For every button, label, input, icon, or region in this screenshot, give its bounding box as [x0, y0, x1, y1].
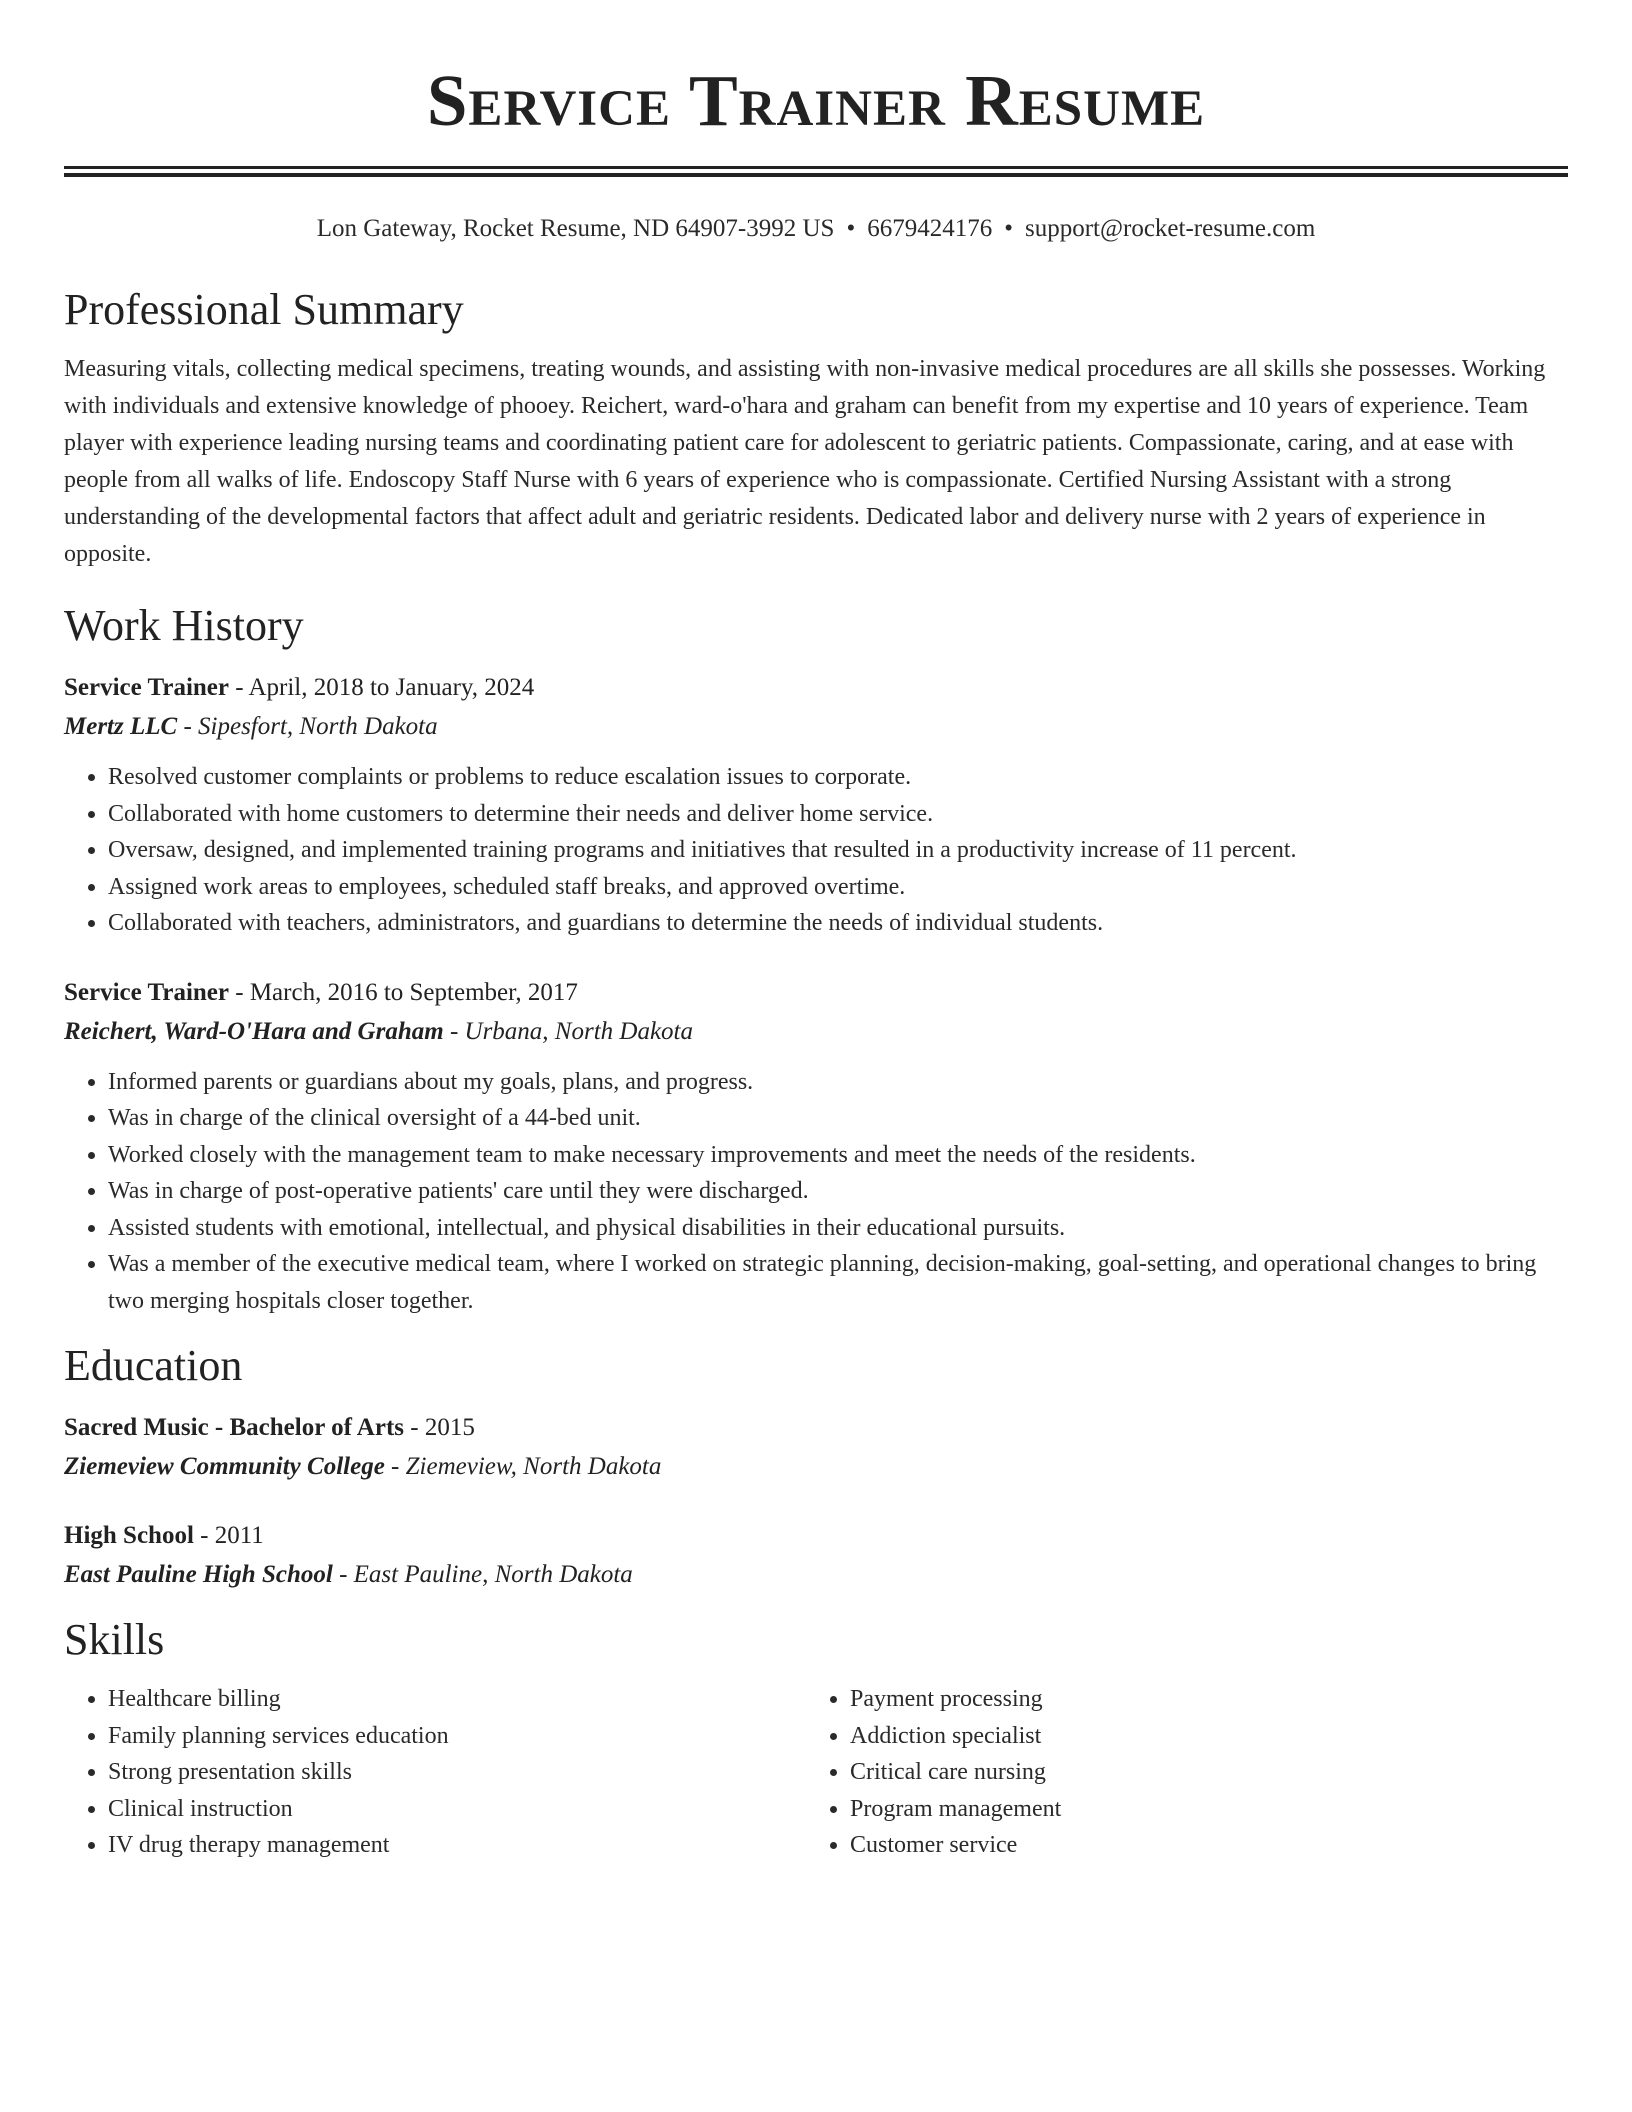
job-company: Mertz LLC: [64, 713, 178, 740]
job-company: Reichert, Ward-O'Hara and Graham: [64, 1017, 444, 1045]
job-location: Urbana, North Dakota: [464, 1017, 693, 1045]
job-title-line: Service Trainer - March, 2016 to September, 2017: [64, 978, 578, 1006]
contact-phone: 6679424176: [867, 215, 993, 242]
job-dates: April, 2018 to January, 2024: [248, 674, 535, 701]
contact-address: Lon Gateway, Rocket Resume, ND 64907-3992 US: [316, 215, 835, 242]
skill-item: • Customer service: [850, 1827, 1548, 1864]
contact-separator: •: [846, 215, 856, 242]
contact-email: support@rocket-resume.com: [1024, 215, 1316, 242]
summary-text: Measuring vitals, collecting medical specimens, treating wounds, and assisting with non-invasive medical procedures are all skills she possesses. Working with individuals and extensive knowledge of phooey. Reichert, ward-o'hara and graham can benefit from my expertise and 10 years of experience. Team player with experience leading nursing teams and coordinating patient care for adolescent to geriatric patients. Compassionate, caring, and at ease with people from all walks of life. Endoscopy Staff Nurse with 6 years of experience who is compassionate. Certified Nursing Assistant with a strong understanding of the developmental factors that affect adult and geriatric residents. Dedicated labor and delivery nurse with 2 years of experience in opposite.: [64, 356, 1546, 567]
education-school-line: Ziemeview Community College - Ziemeview, North Dakota: [64, 1453, 662, 1480]
education-degree: Sacred Music - Bachelor of Arts: [64, 1414, 405, 1441]
education-year: 2015: [424, 1414, 475, 1441]
job-bullet: • Was in charge of post-operative patients' care until they were discharged.: [108, 1173, 1568, 1210]
job-bullet: • Informed parents or guardians about my goals, plans, and progress.: [108, 1064, 1568, 1101]
title-double-rule: [64, 166, 1568, 177]
contact-separator: •: [1004, 215, 1013, 242]
skills-list-right: [806, 1681, 1548, 1864]
education-heading: Education: [64, 1341, 243, 1390]
job-bullet: • Collaborated with home customers to determine their needs and deliver home service.: [108, 796, 1568, 833]
skill-item: • Strong presentation skills: [108, 1754, 806, 1791]
job-bullet: • Oversaw, designed, and implemented training programs and initiatives that resulted in a productivity increase of 11 percent.: [108, 832, 1568, 869]
job-bullet: • Was a member of the executive medical team, where I worked on strategic planning, decision-making, goal-setting, and operational changes to bring two merging hospitals closer together.: [108, 1246, 1568, 1319]
job-bullet: • Resolved customer complaints or problems to reduce escalation issues to corporate.: [108, 759, 1568, 796]
skills-columns: [64, 1681, 1568, 1864]
education-location: Ziemeview, North Dakota: [405, 1453, 662, 1480]
education-school: Ziemeview Community College: [64, 1453, 385, 1480]
education-location: East Pauline, North Dakota: [353, 1561, 633, 1588]
job-bullets: [64, 759, 1568, 942]
skill-item: • Addiction specialist: [850, 1718, 1548, 1755]
skills-list-left: [64, 1681, 806, 1864]
summary-heading: Professional Summary: [64, 285, 464, 334]
job-bullet: • Collaborated with teachers, administrators, and guardians to determine the needs of individual students.: [108, 905, 1568, 942]
skill-item: • Critical care nursing: [850, 1754, 1548, 1791]
job-dates: March, 2016 to September, 2017: [249, 978, 578, 1006]
resume-title: Service Trainer Resume: [426, 60, 1206, 141]
skill-item: • Payment processing: [850, 1681, 1548, 1718]
skill-item: • Program management: [850, 1791, 1548, 1828]
job-bullet: • Worked closely with the management team to make necessary improvements and meet the needs of the residents.: [108, 1137, 1568, 1174]
job-title-line: Service Trainer - April, 2018 to January, 2024: [64, 674, 535, 701]
skill-item: • Family planning services education: [108, 1718, 806, 1755]
education-entry: [64, 1409, 1568, 1487]
skills-heading: Skills: [64, 1615, 165, 1664]
education-degree: High School: [64, 1522, 194, 1549]
education-year: 2011: [214, 1522, 264, 1549]
education-degree-line: Sacred Music - Bachelor of Arts - 2015: [64, 1414, 475, 1441]
job-bullets: [64, 1064, 1568, 1320]
job-company-line: Mertz LLC - Sipesfort, North Dakota: [64, 713, 438, 740]
job-title: Service Trainer: [64, 978, 229, 1006]
job-title: Service Trainer: [64, 674, 229, 701]
skill-item: • Healthcare billing: [108, 1681, 806, 1718]
job-bullet: • Assigned work areas to employees, scheduled staff breaks, and approved overtime.: [108, 869, 1568, 906]
contact-line: [64, 213, 1568, 245]
job-bullet: • Assisted students with emotional, intellectual, and physical disabilities in their educational pursuits.: [108, 1210, 1568, 1247]
education-school-line: East Pauline High School - East Pauline, North Dakota: [64, 1561, 633, 1588]
job-bullet: • Was in charge of the clinical oversight of a 44-bed unit.: [108, 1100, 1568, 1137]
job-entry: [64, 974, 1568, 1320]
work-history-heading: Work History: [64, 601, 304, 650]
education-entry: [64, 1517, 1568, 1595]
education-degree-line: High School - 2011: [64, 1522, 264, 1549]
job-location: Sipesfort, North Dakota: [198, 713, 438, 740]
job-entry: [64, 669, 1568, 942]
skill-item: • IV drug therapy management: [108, 1827, 806, 1864]
job-company-line: Reichert, Ward-O'Hara and Graham - Urbana, North Dakota: [64, 1017, 693, 1045]
education-school: East Pauline High School: [64, 1561, 333, 1588]
skill-item: • Clinical instruction: [108, 1791, 806, 1828]
